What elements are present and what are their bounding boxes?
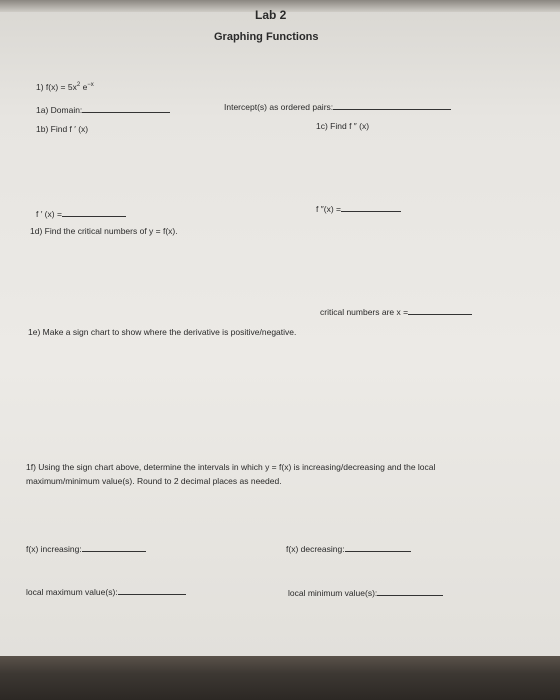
local-max-answer-line[interactable] bbox=[118, 586, 186, 595]
table-surface bbox=[0, 656, 560, 700]
question-1c: 1c) Find f ″ (x) bbox=[316, 121, 370, 131]
fdoubleprime-answer: f ″(x) = bbox=[316, 203, 401, 214]
function-definition: 1) $f(x) = 5x^2$ $e^{-x}$ bbox=[36, 82, 94, 92]
page-subtitle: Graphing Functions bbox=[214, 31, 319, 43]
question-1d: 1d) Find the critical numbers of y = f(x). bbox=[30, 226, 178, 236]
intercepts-prompt: Intercept(s) as ordered pairs: bbox=[224, 101, 451, 112]
local-max-prompt: local maximum value(s): bbox=[26, 586, 186, 597]
question-1f-line1: 1f) Using the sign chart above, determine the intervals in which y = f(x) is increasing/decreasing and the local bbox=[26, 462, 436, 472]
fprime-answer-line[interactable] bbox=[62, 208, 126, 217]
page-title: Lab 2 bbox=[255, 8, 287, 22]
critical-numbers-answer-line[interactable] bbox=[408, 306, 472, 315]
decreasing-prompt: f(x) decreasing: bbox=[286, 543, 411, 554]
fdoubleprime-answer-line[interactable] bbox=[341, 203, 401, 212]
question-1b: 1b) Find f ′ (x) bbox=[36, 124, 89, 134]
question-1f-line2: maximum/minimum value(s). Round to 2 decimal places as needed. bbox=[26, 476, 282, 486]
critical-numbers-prompt: critical numbers are x = bbox=[320, 306, 472, 317]
fprime-answer: f ′ (x) = bbox=[36, 208, 126, 219]
decreasing-answer-line[interactable] bbox=[345, 543, 411, 552]
intercepts-answer-line[interactable] bbox=[333, 101, 451, 110]
question-1e: 1e) Make a sign chart to show where the derivative is positive/negative. bbox=[28, 327, 297, 337]
local-min-answer-line[interactable] bbox=[377, 587, 443, 596]
domain-prompt: 1a) Domain: bbox=[36, 104, 170, 115]
domain-answer-line[interactable] bbox=[82, 104, 170, 113]
increasing-prompt: f(x) increasing: bbox=[26, 543, 146, 554]
local-min-prompt: local minimum value(s): bbox=[288, 587, 443, 598]
increasing-answer-line[interactable] bbox=[82, 543, 146, 552]
